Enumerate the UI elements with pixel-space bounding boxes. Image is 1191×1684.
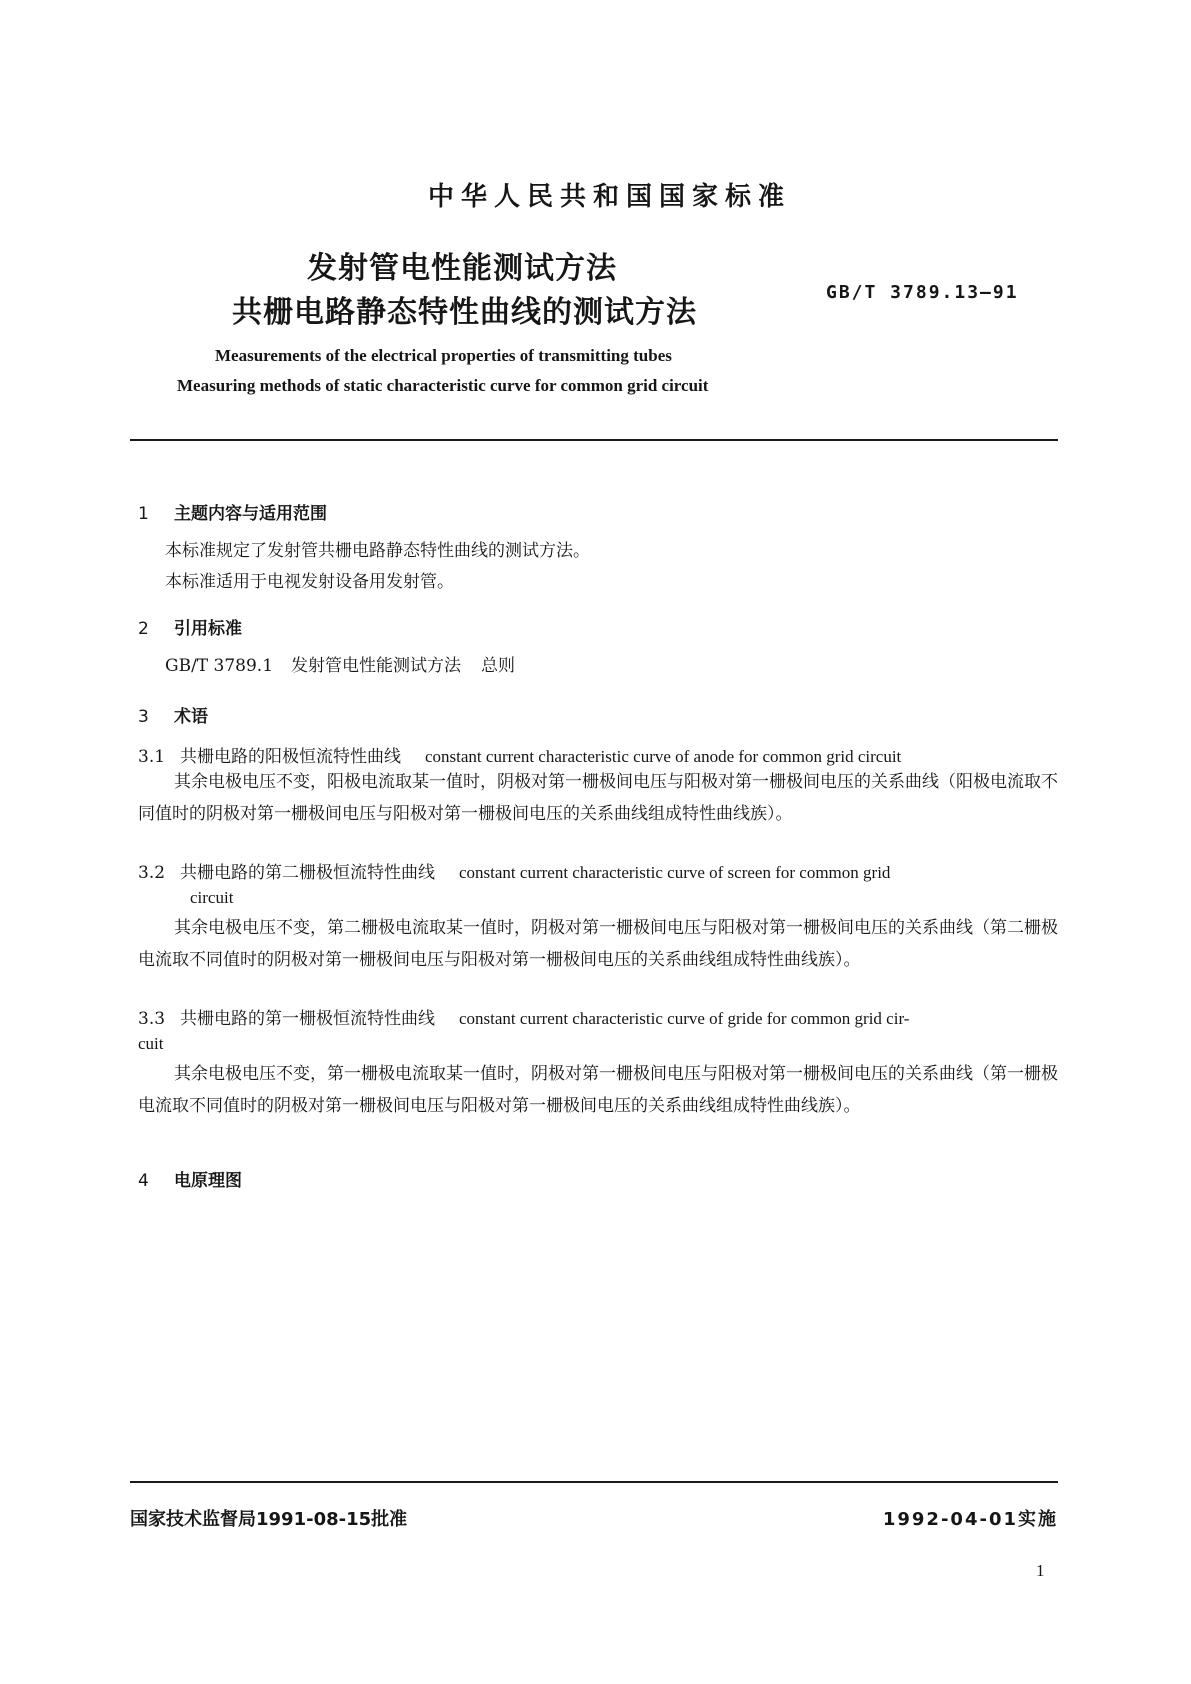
term-3-2-heading bbox=[138, 858, 1058, 883]
term-en: constant current characteristic curve of screen for common grid bbox=[459, 863, 891, 882]
term-3-2-en-continuation: circuit bbox=[190, 888, 234, 907]
section-title: 电原理图 bbox=[174, 1171, 242, 1191]
section-title: 引用标准 bbox=[174, 619, 242, 639]
section-2-heading bbox=[138, 614, 242, 639]
section-1-paragraph-1: 本标准规定了发射管共栅电路静态特性曲线的测试方法。 bbox=[165, 541, 590, 561]
term-en: constant current characteristic curve of gride for common grid cir- bbox=[459, 1009, 910, 1028]
term-cn: 共栅电路的第二栅极恒流特性曲线 bbox=[180, 863, 435, 883]
reference-title: 发射管电性能测试方法 bbox=[291, 656, 462, 676]
term-3-1-heading bbox=[138, 742, 1058, 767]
header-divider bbox=[130, 439, 1058, 441]
term-3-2-definition bbox=[138, 912, 1058, 976]
section-3-heading bbox=[138, 702, 208, 727]
term-3-1-definition bbox=[138, 766, 1058, 830]
reference-part: 总则 bbox=[481, 656, 516, 676]
term-3-3-en-continuation: cuit bbox=[138, 1034, 164, 1053]
term-cn: 共栅电路的第一栅极恒流特性曲线 bbox=[180, 1009, 435, 1029]
page-number: 1 bbox=[1036, 1561, 1045, 1580]
section-1-heading bbox=[138, 499, 327, 524]
section-number: 3 bbox=[138, 707, 149, 727]
term-en: constant current characteristic curve of anode for common grid circuit bbox=[425, 747, 902, 766]
standard-code: GB/T 3789.13—91 bbox=[826, 282, 1019, 303]
reference-standard-line bbox=[165, 658, 515, 675]
footer-divider bbox=[130, 1481, 1058, 1483]
term-3-3-heading bbox=[138, 1004, 1058, 1029]
title-cn-line2: 共栅电路静态特性曲线的测试方法 bbox=[232, 295, 697, 330]
title-en-line2: Measuring methods of static characteristic curve for common grid circuit bbox=[177, 376, 709, 395]
definition-text: 其余电极电压不变，第二栅极电流取某一值时，阴极对第一栅极间电压与阳极对第一栅极间电压的关系曲线（第二栅极电流取不同值时的阴极对第一栅极间电压与阳极对第一栅极间电压的关系曲线组成特性曲线族）。 bbox=[138, 918, 1058, 970]
term-number: 3.3 bbox=[138, 1009, 166, 1029]
section-number: 4 bbox=[138, 1171, 149, 1191]
term-cn: 共栅电路的阳极恒流特性曲线 bbox=[180, 747, 401, 767]
section-number: 1 bbox=[138, 504, 149, 524]
section-1-paragraph-2: 本标准适用于电视发射设备用发射管。 bbox=[165, 572, 454, 592]
title-cn-line1: 发射管电性能测试方法 bbox=[307, 251, 617, 286]
section-number: 2 bbox=[138, 619, 149, 639]
section-title: 主题内容与适用范围 bbox=[174, 504, 327, 524]
reference-code: GB/T 3789.1 bbox=[165, 656, 274, 676]
section-title: 术语 bbox=[174, 707, 208, 727]
approval-date: 国家技术监督局1991-08-15批准 bbox=[130, 1509, 408, 1530]
definition-text: 其余电极电压不变，第一栅极电流取某一值时，阴极对第一栅极间电压与阳极对第一栅极间电压的关系曲线（第一栅极电流取不同值时的阴极对第一栅极间电压与阳极对第一栅极间电压的关系曲线组成特性曲线族）。 bbox=[138, 1064, 1058, 1116]
term-3-3-definition bbox=[138, 1058, 1058, 1122]
term-number: 3.1 bbox=[138, 747, 166, 767]
implementation-date: 1992-04-01实施 bbox=[882, 1509, 1058, 1530]
section-4-heading bbox=[138, 1166, 242, 1191]
title-en-line1: Measurements of the electrical properties of transmitting tubes bbox=[215, 346, 672, 365]
national-standard-header: 中华人民共和国国家标准 bbox=[427, 182, 791, 212]
definition-text: 其余电极电压不变，阳极电流取某一值时，阴极对第一栅极间电压与阳极对第一栅极间电压的关系曲线（阳极电流取不同值时的阴极对第一栅极间电压与阳极对第一栅极间电压的关系曲线组成特性曲线族）。 bbox=[138, 772, 1058, 824]
term-number: 3.2 bbox=[138, 863, 166, 883]
